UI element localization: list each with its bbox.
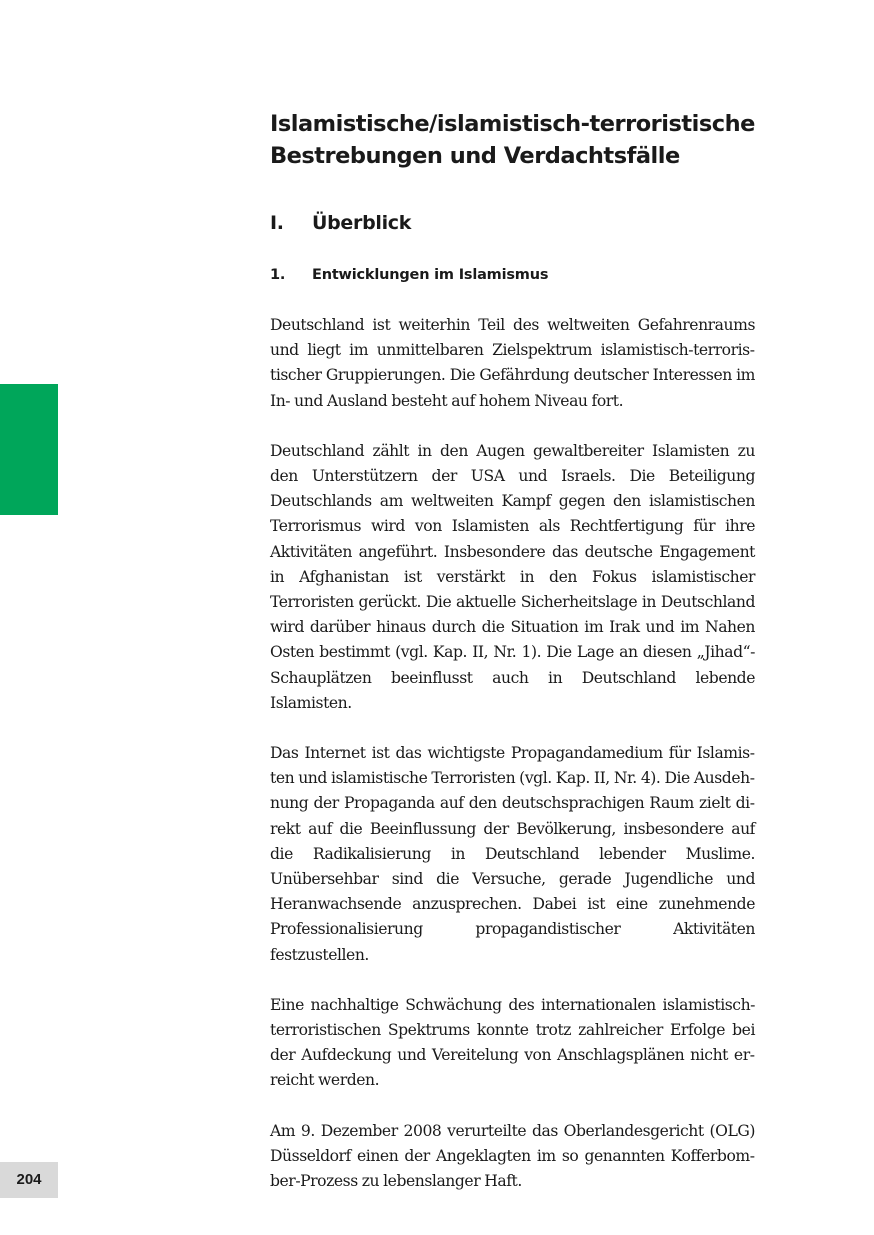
chapter-color-tab (0, 384, 58, 515)
paragraph: Am 9. Dezember 2008 verurteilte das Oberlandesgericht (OLG) Düsseldorf einen der Angeklagten im so genannten Kofferbomber-Prozess zu lebenslanger Haft. (270, 1121, 755, 1191)
paragraph: Deutschland zählt in den Augen gewaltbereiter Islamisten zu den Unterstützern der USA und Israels. Die Beteiligung Deutschlands am weltweiten Kampf gegen den islamistischen Terrorismus wird von Islamisten als Rechtfertigung für ihre Aktivitäten angeführt. Insbesondere das deutsche Engagement in Afghanistan ist verstärkt in den Fokus islamistischer Terroristen gerückt. Die aktuelle Sicherheitslage in Deutschland wird darüber hinaus durch die Situation im Irak und im Nahen Osten bestimmt (vgl. Kap. II, Nr. 1). Die Lage an diesen „Jihad“-Schauplätzen beeinflusst auch in Deutschland lebende Islamisten. (270, 441, 755, 712)
chapter-title: Islamistische/islamistisch-terroristische Bestrebungen und Verdachtsfälle (270, 111, 755, 169)
section-title: Überblick (312, 212, 412, 234)
body-text (270, 313, 755, 1194)
subsection-number: 1. (270, 267, 286, 283)
section-number: I. (270, 212, 284, 234)
subsection-title: Entwicklungen im Islamismus (312, 267, 549, 283)
page-number: 204 (0, 1162, 58, 1198)
subsection-heading (270, 265, 755, 285)
paragraph: Eine nachhaltige Schwächung des internationalen islamistisch-terroristischen Spektrums konnte trotz zahlreicher Erfolge bei der Aufdeckung und Vereitelung von Anschlagsplänen nicht erreicht werden. (270, 995, 755, 1090)
page-content (270, 108, 755, 1219)
section-heading (270, 210, 755, 236)
paragraph: Deutschland ist weiterhin Teil des weltweiten Gefahrenraums und liegt im unmittelbaren Zielspektrum islamistisch-terroristischer Gruppierungen. Die Gefährdung deutscher Interessen im In- und Ausland besteht auf hohem Niveau fort. (270, 316, 755, 410)
paragraph: Das Internet ist das wichtigste Propagandamedium für Islamisten und islamistische Terroristen (vgl. Kap. II, Nr. 4). Die Ausdehnung der Propaganda auf den deutschsprachigen Raum zielt direkt auf die Beeinflussung der Bevölkerung, insbesondere auf die Radikalisierung in Deutschland lebender Muslime. Unübersehbar sind die Versuche, gerade Jugendliche und Heranwachsende anzusprechen. Dabei ist eine zunehmende Professionalisierung propagandistischer Aktivitäten festzustellen. (270, 744, 755, 964)
